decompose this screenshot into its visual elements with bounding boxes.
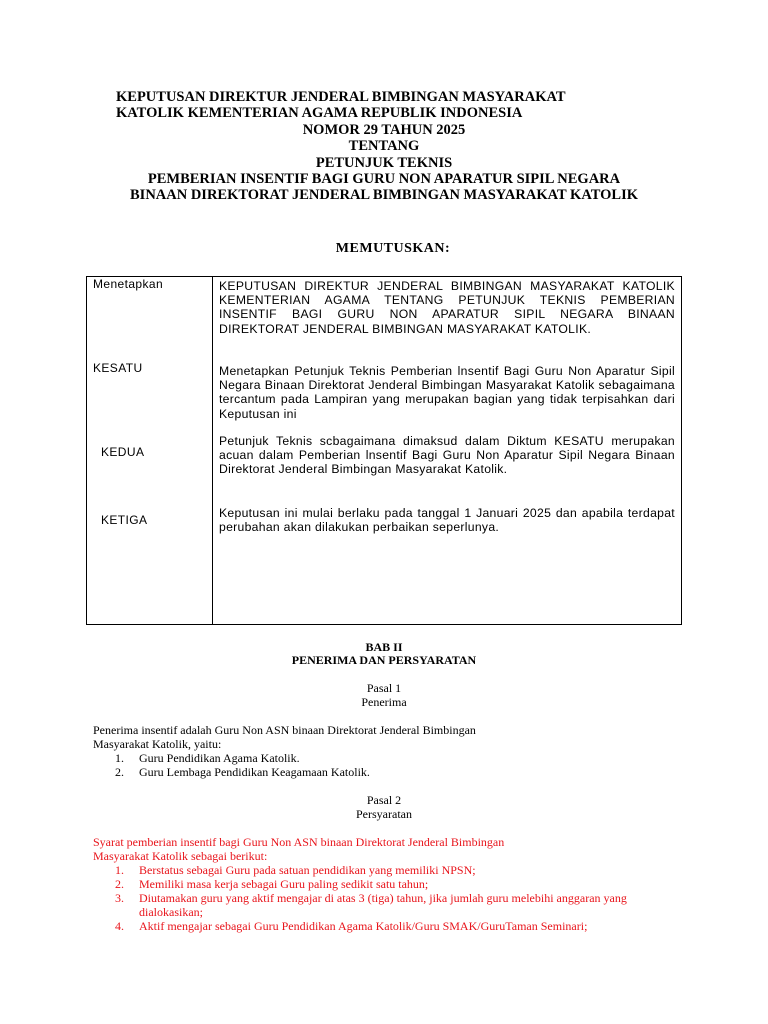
pasal-2-intro: Syarat pemberian insentif bagi Guru Non ASN binaan Direktorat Jenderal Bimbingan Masyarakat Katolik sebagai berikut:	[93, 835, 505, 863]
table-column-divider	[212, 277, 213, 624]
kesatu-label: KESATU	[93, 361, 143, 375]
list-text: Memiliki masa kerja sebagai Guru paling sedikit satu tahun;	[139, 877, 429, 892]
pasal-1-intro: Penerima insentif adalah Guru Non ASN binaan Direktorat Jenderal Bimbingan Masyarakat Katolik, yaitu:	[93, 723, 476, 751]
list-item	[93, 891, 659, 919]
bab-number-text: BAB II	[365, 640, 403, 654]
list-text: Aktif mengajar sebagai Guru Pendidikan Agama Katolik/Guru SMAK/GuruTaman Seminari;	[139, 919, 588, 934]
list-item	[93, 877, 693, 891]
header-line-6: PEMBERIAN INSENTIF BAGI GURU NON APARATUR SIPIL NEGARA	[147, 171, 621, 188]
pasal-1-number: Pasal 1	[366, 681, 402, 695]
list-text: Guru Lembaga Pendidikan Keagamaan Katolik.	[139, 765, 370, 780]
header-tentang: TENTANG	[348, 138, 420, 155]
memutuskan-heading: MEMUTUSKAN:	[335, 241, 451, 256]
decree-header	[0, 89, 768, 204]
list-item	[93, 765, 693, 779]
list-text: Berstatus sebagai Guru pada satuan pendidikan yang memiliki NPSN;	[139, 863, 476, 877]
pasal-1-list	[93, 751, 693, 779]
list-number: 1.	[115, 863, 124, 877]
header-line-2: KATOLIK KEMENTERIAN AGAMA REPUBLIK INDONESIA	[116, 105, 523, 122]
list-item	[93, 751, 693, 765]
list-item	[93, 919, 693, 933]
bab-title: PENERIMA DAN PERSYARATAN	[291, 653, 477, 667]
ketiga-text: Keputusan ini mulai berlaku pada tanggal 1 Januari 2025 dan apabila terdapat perubahan akan dilakukan perbaikan seperlunya.	[219, 506, 675, 535]
pasal-2-title: Persyaratan	[356, 807, 412, 821]
kedua-text: Petunjuk Teknis scbagaimana dimaksud dalam Diktum KESATU merupakan acuan dalam Pemberian lnsentif Bagi Guru Non Aparatur Sipil Negara Binaan Direktorat Jenderal Bimbingan Masyarakat Katolik.	[219, 434, 675, 477]
decision-table	[86, 276, 682, 625]
header-subject: PETUNJUK TEKNIS	[315, 154, 453, 171]
header-line-1: KEPUTUSAN DIREKTUR JENDERAL BIMBINGAN MASYARAKAT	[116, 89, 566, 105]
ketiga-label: KETIGA	[101, 513, 148, 527]
pasal-2-list	[93, 863, 693, 933]
list-number: 3.	[115, 891, 124, 906]
list-number: 2.	[115, 877, 124, 892]
list-text: Diutamakan guru yang aktif mengajar di atas 3 (tiga) tahun, jika jumlah guru melebihi anggaran yang dialokasikan;	[139, 891, 627, 920]
list-text: Guru Pendidikan Agama Katolik.	[139, 751, 300, 765]
menetapkan-label: Menetapkan	[93, 277, 164, 291]
list-number: 2.	[115, 765, 124, 780]
pasal-2-number: Pasal 2	[366, 793, 402, 807]
header-decree-number: NOMOR 29 TAHUN 2025	[302, 121, 466, 138]
list-item	[93, 863, 693, 877]
pasal-1-title: Penerima	[361, 695, 407, 709]
header-line-7: BINAAN DIREKTORAT JENDERAL BIMBINGAN MASYARAKAT KATOLIK	[130, 187, 638, 204]
kesatu-text: Menetapkan Petunjuk Teknis Pemberian lnsentif Bagi Guru Non Aparatur Sipil Negara Binaan Direktorat Jenderal Bimbingan Masyarakat Katolik sebagaimana tercantum pada Lampiran yang merupakan bagian yang tidak terpisahkan dari Keputusan ini	[219, 364, 675, 421]
list-number: 1.	[115, 751, 124, 765]
kedua-label: KEDUA	[101, 445, 145, 459]
list-number: 4.	[115, 919, 124, 934]
menetapkan-text: KEPUTUSAN DIREKTUR JENDERAL BIMBINGAN MASYARAKAT KATOLIK KEMENTERIAN AGAMA TENTANG PETUNJUK TEKNIS PEMBERIAN INSENTIF BAGI GURU NON APARATUR SIPIL NEGARA BINAAN DIREKTORAT JENDERAL BIMBINGAN MASYARAKAT KATOLIK.	[219, 279, 675, 336]
